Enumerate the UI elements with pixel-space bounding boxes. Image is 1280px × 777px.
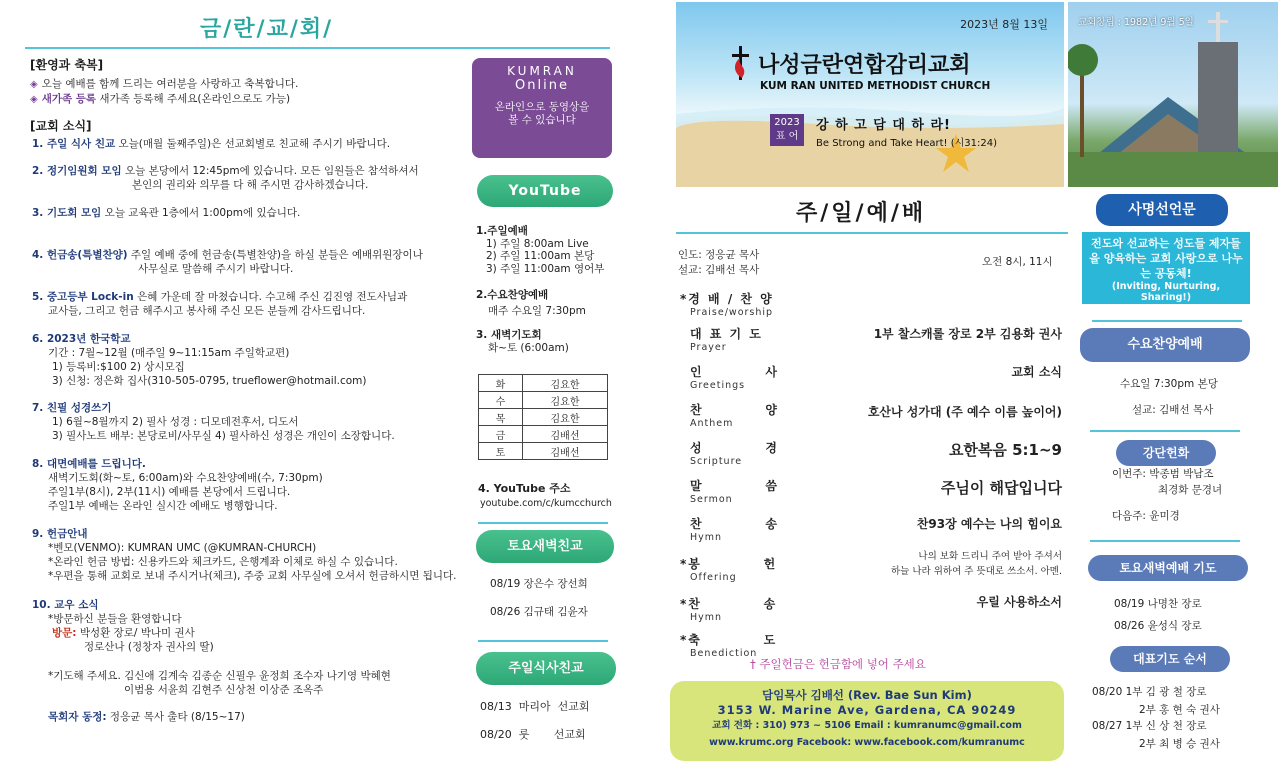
rep-prayer-row: 2부 홍 현 숙 권사	[1139, 704, 1220, 716]
church-contact: 교회 전화 : 310) 973 ~ 5106 Email : kumranumc@gmail.com	[712, 720, 1022, 731]
sunday-line: 3) 주일 11:00am 영어부	[486, 262, 605, 275]
worship-time: 오전 8시, 11시	[982, 256, 1053, 268]
sunday-meal-row: 08/20 룻 선교회	[480, 728, 586, 741]
saturday-fellowship-row: 08/26 김규태 김윤자	[490, 606, 588, 618]
news-item-4: 4. 헌금송(특별찬양) 주일 예배 중에 헌금송(특별찬양)을 하실 분들은 예배위원장이나	[32, 249, 423, 261]
visitor-line-2: 정로산나 (정창자 권사의 딸)	[84, 641, 214, 653]
order-row: *찬 송 Hymn	[680, 597, 778, 623]
youtube-url[interactable]: youtube.com/c/kumcchurch	[480, 498, 612, 509]
divider	[1090, 430, 1240, 432]
table-row: 목 김요한	[479, 409, 608, 426]
visitor-line: 방문: 박성환 장로/ 박나미 권사	[52, 627, 195, 639]
founded-date: 교회창립 : 1982년 9월 5일	[1078, 17, 1194, 28]
news-item-6-cont: 3) 신청: 정은화 집사(310-505-0795, trueflower@hotmail.com)	[52, 375, 367, 387]
mission-text: 전도와 선교하는 성도들 제자들을 양육하는 교회 사랑으로 나누는 공동체!	[1089, 237, 1243, 280]
sunday-meal-row: 08/13 마리아 선교회	[480, 700, 590, 713]
wednesday-time: 수요일 7:30pm 본당	[1120, 378, 1218, 390]
prayer-leaders: 1부 찰스캐롤 장로 2부 김용화 권사	[873, 327, 1062, 341]
altar-next-week: 다음주: 윤미경	[1112, 510, 1180, 522]
news-item-9-cont: *벤모(VENMO): KUMRAN UMC (@KUMRAN-CHURCH)	[48, 542, 317, 554]
worship-title: 주/일/예/배	[796, 201, 927, 226]
church-name: 나성금란연합감리교회	[758, 53, 971, 78]
prayer-request-line: *기도해 주세요. 김신애 김계숙 김종순 신필우 윤정희 조수자 나기영 박혜현	[48, 670, 391, 682]
welcome-heading: [환영과 축복]	[30, 58, 104, 72]
news-item-8-cont: 주일1부 예배는 온라인 실시간 예배도 병행합니다.	[48, 500, 278, 512]
news-item-6-cont: 1) 등록비:$100 2) 상시모집	[52, 361, 185, 373]
news-item-8-cont: 새벽기도회(화~토, 6:00am)와 수요찬양예배(수, 7:30pm)	[48, 472, 323, 484]
title-divider	[25, 47, 610, 49]
youtube-button[interactable]: YouTube	[477, 175, 613, 207]
rep-prayer-row: 2부 최 병 승 권사	[1139, 738, 1220, 750]
mission-english: (Inviting, Nurturing, Sharing!)	[1111, 281, 1221, 303]
news-item-8-cont: 주일1부(8시), 2부(11시) 예배를 본당에서 드립니다.	[48, 486, 291, 498]
motto-english: Be Strong and Take Heart! (시31:24)	[816, 138, 997, 149]
news-item-1: 1. 주일 식사 친교 오늘(매월 둘째주일)은 선교회별로 친교해 주시기 바랍니다.	[32, 138, 391, 150]
news-item-9: 9. 헌금안내	[32, 528, 88, 540]
worship-leader: 인도: 정응균 목사	[678, 249, 760, 261]
dawn-prayer-table	[478, 374, 608, 460]
worship-schedule	[476, 225, 616, 354]
news-item-5: 5. 중고등부 Lock-in 은혜 가운데 잘 마쳤습니다. 수고해 주신 김진영 전도사님과	[32, 291, 408, 303]
order-row: *봉 헌 Offering	[680, 557, 778, 583]
news-item-7: 7. 친필 성경쓰기	[32, 402, 112, 414]
wednesday-preacher: 설교: 김배선 목사	[1132, 404, 1214, 416]
pastor-news: 목회자 동정: 정응균 목사 출타 (8/15~17)	[48, 711, 245, 723]
offering-note: † 주일헌금은 헌금함에 넣어 주세요	[750, 657, 926, 671]
wed-line: 매주 수요일 7:30pm	[488, 304, 586, 317]
order-row: 인 사 Greetings	[690, 365, 779, 391]
order-row: 찬 송 Hymn	[690, 517, 779, 543]
order-row: 말 씀 Sermon	[690, 479, 779, 505]
church-building-illustration	[1068, 2, 1278, 187]
sunday-line: 2) 주일 11:00am 본당	[486, 250, 595, 262]
church-name-english: KUM RAN UNITED METHODIST CHURCH	[760, 80, 991, 92]
saturday-prayer-row: 08/19 나명찬 장로	[1114, 598, 1202, 610]
divider	[478, 640, 608, 642]
mission-pill: 사명선언문	[1096, 194, 1228, 226]
altar-flower-pill: 강단헌화	[1116, 440, 1216, 466]
motto-korean: 강 하 고 담 대 하 라!	[816, 118, 951, 133]
greetings-content: 교회 소식	[1011, 365, 1062, 379]
announcements	[30, 56, 460, 134]
table-row: 화 김요한	[479, 375, 608, 392]
rep-prayer-row: 08/20 1부 김 광 철 장로	[1092, 686, 1207, 698]
saturday-prayer-pill: 토요새벽예배 기도	[1088, 555, 1248, 581]
representative-prayer-pill: 대표기도 순서	[1110, 646, 1230, 672]
dawn-line: 화~토 (6:00am)	[488, 341, 569, 354]
mission-statement	[1082, 232, 1250, 304]
prayer-request-line-2: 이범용 서윤희 김현주 신상천 이상준 조옥주	[124, 684, 324, 696]
sunday-meal-pill: 주일식사친교	[476, 652, 616, 685]
table-row: 토 김배선	[479, 443, 608, 460]
cross-flame-logo	[728, 46, 754, 80]
senior-pastor: 담임목사 김배선 (Rev. Bae Sun Kim)	[762, 688, 972, 702]
news-item-6: 6. 2023년 한국학교	[32, 333, 131, 345]
bulletin-date: 2023년 8월 13일	[960, 18, 1048, 31]
offering-song-line: 나의 보화 드리니 주여 받아 주셔서	[918, 551, 1062, 562]
news-item-8: 8. 대면예배를 드립니다.	[32, 458, 146, 470]
motto-badge: 2023 표 어	[770, 114, 804, 146]
hymn-content: 찬93장 예수는 나의 힘이요	[916, 517, 1062, 531]
worship-order	[680, 288, 790, 318]
diamond-icon: ◈	[30, 94, 38, 105]
altar-this-week: 이번주: 박종범 박남조	[1112, 468, 1214, 480]
sermon-title: 주님이 해답입니다	[940, 479, 1062, 497]
newcomer-line: ◈ 새가족 등록 새가족 등록해 주세요(온라인으로도 가능)	[30, 93, 291, 105]
saturday-fellowship-row: 08/19 장은수 장선희	[490, 578, 588, 590]
news-item-10: 10. 교우 소식	[32, 599, 99, 611]
order-row: 성 경 Scripture	[690, 441, 779, 467]
offering-song-line: 하늘 나라 위하여 주 뜻대로 쓰소서. 아멘.	[891, 566, 1062, 577]
rep-prayer-row: 08/27 1부 신 상 천 장로	[1092, 720, 1207, 732]
news-heading: [교회 소식]	[30, 119, 92, 133]
youtube-address-heading: 4. YouTube 주소	[478, 482, 571, 495]
church-address: 3153 W. Marine Ave, Gardena, CA 90249	[717, 703, 1017, 717]
wednesday-service-pill: 수요찬양예배	[1080, 328, 1250, 362]
anthem-content: 호산나 성가대 (주 예수 이름 높이어)	[867, 405, 1062, 419]
order-row: 찬 양 Anthem	[690, 403, 779, 429]
news-item-9-cont: *온라인 헌금 방법: 신용카드와 체크카드, 은행계좌 이체로 하실 수 있습니다.	[48, 556, 398, 568]
wed-heading: 2.수요찬양예배	[476, 289, 549, 301]
online-text: 온라인으로 동영상을 볼 수 있습니다	[494, 101, 590, 126]
divider	[676, 232, 1068, 234]
order-row: 대 표 기 도 Prayer	[690, 327, 763, 353]
diamond-icon: ◈	[30, 79, 38, 90]
sunday-line: 1) 주일 8:00am Live	[486, 237, 589, 250]
news-item-4-cont: 사무실로 말씀해 주시기 바랍니다.	[138, 263, 294, 275]
online-panel	[472, 58, 612, 158]
news-item-6-cont: 기간 : 7월~12월 (매주일 9~11:15am 주일학교편)	[48, 347, 290, 359]
saturday-fellowship-pill: 토요새벽친교	[476, 530, 614, 563]
divider	[1090, 540, 1240, 542]
divider	[478, 522, 608, 524]
worship-preacher: 설교: 김배선 목사	[678, 264, 760, 276]
table-row: 금 김배선	[479, 426, 608, 443]
scripture-content: 요한복음 5:1~9	[948, 441, 1062, 459]
closing-hymn-content: 우릴 사용하소서	[976, 595, 1062, 609]
order-row: *경 배 / 찬 양 Praise/worship	[680, 292, 774, 318]
altar-this-week-2: 최경화 문경녀	[1158, 484, 1223, 496]
news-item-2: 2. 정기임원회 모임 오늘 본당에서 12:45pm에 있습니다. 모든 임원들은 참석하셔서	[32, 165, 419, 177]
online-subtitle: Online	[515, 78, 569, 93]
church-banner	[676, 2, 1064, 187]
order-row: *축 도 Benediction	[680, 633, 778, 659]
news-item-7-cont: 1) 6월~8월까지 2) 필사 성경 : 디모데전후서, 디도서	[52, 416, 299, 428]
news-item-9-cont: *우편을 통해 교회로 보내 주시거나(체크), 주중 교회 사무실에 오셔서 헌금하시면 됩니다.	[48, 570, 457, 582]
dawn-heading: 3. 새벽기도회	[476, 329, 542, 341]
online-title: KUMRAN	[507, 64, 577, 78]
news-item-2-cont: 본인의 권리와 의무를 다 해 주시면 감사하겠습니다.	[132, 179, 369, 191]
sunday-heading: 1.주일예배	[476, 225, 528, 237]
welcome-line: ◈ 오늘 예배를 함께 드리는 여러분을 사랑하고 축복합니다.	[30, 78, 299, 90]
news-item-7-cont: 3) 필사노트 배부: 본당로비/사무실 4) 필사하신 성경은 개인이 소장합니다.	[52, 430, 395, 442]
saturday-prayer-row: 08/26 윤성식 장로	[1114, 620, 1202, 632]
church-website[interactable]: www.krumc.org Facebook: www.facebook.com/kumranumc	[709, 737, 1025, 748]
table-row: 수 김요한	[479, 392, 608, 409]
church-info-footer	[670, 681, 1064, 761]
divider	[1092, 320, 1242, 322]
left-page-title: 금/란/교/회/	[200, 17, 334, 42]
church-building-photo	[1068, 2, 1278, 187]
news-item-3: 3. 기도회 모임 오늘 교육관 1층에서 1:00pm에 있습니다.	[32, 207, 301, 219]
news-item-10-cont: *방문하신 분들을 환영합니다	[48, 613, 182, 625]
news-item-5-cont: 교사들, 그리고 헌금 해주시고 봉사해 주신 모든 분들께 감사드립니다.	[48, 305, 366, 317]
